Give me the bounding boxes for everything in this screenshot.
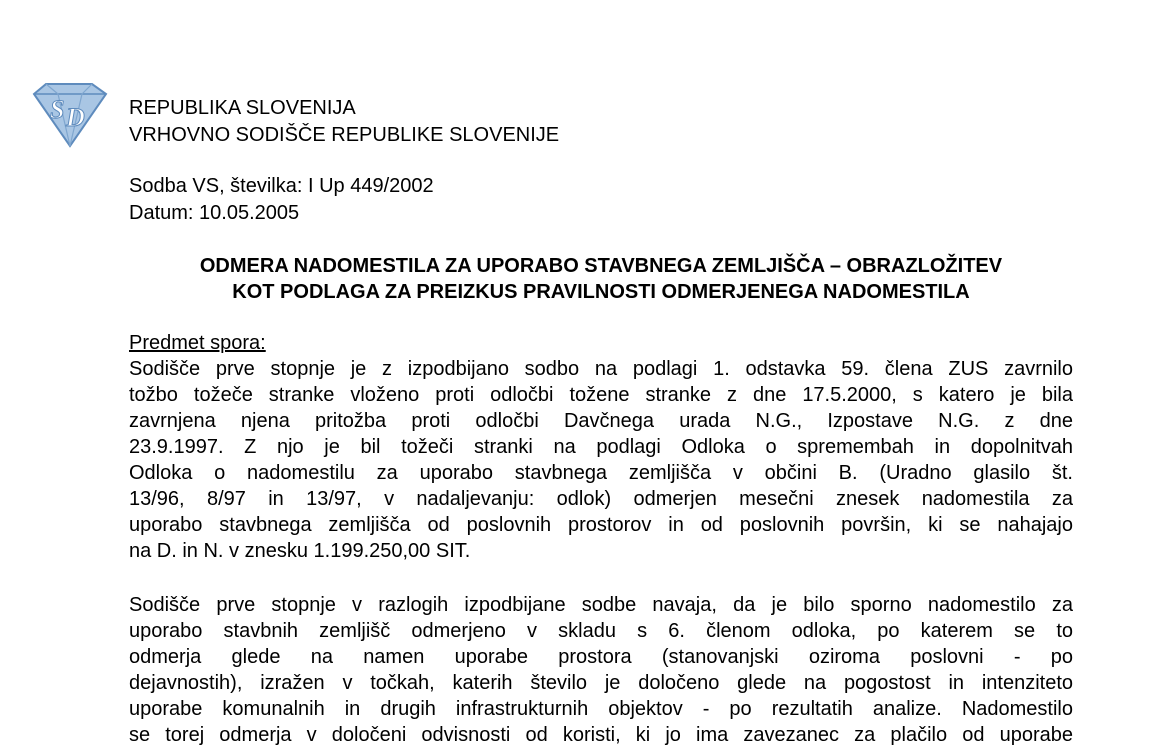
paragraph-line: 13/96, 8/97 in 13/97, v nadaljevanju: odlok) odmerjen mesečni znesek nadomestila za: [129, 488, 1073, 510]
paragraph-line: Sodišče prve stopnje v razlogih izpodbijane sodbe navaja, da je bilo sporno nadomestilo za: [129, 594, 1073, 616]
title-line-1: ODMERA NADOMESTILA ZA UPORABO STAVBNEGA ZEMLJIŠČA – OBRAZLOŽITEV: [199, 255, 1003, 277]
svg-text:D: D: [66, 103, 85, 132]
paragraph-line: 23.9.1997. Z njo je bil tožeči stranki na podlagi Odloka o spremembah in dopolnitvah: [129, 436, 1073, 458]
paragraph-line: Odloka o nadomestilu za uporabo stavbnega zemljišča v občini B. (Uradno glasilo št.: [129, 462, 1073, 484]
paragraph-line: odmerja glede na namen uporabe prostora (stanovanjski oziroma poslovni - po: [129, 646, 1073, 668]
svg-text:S: S: [50, 95, 65, 124]
case-date: Datum: 10.05.2005: [129, 202, 300, 224]
section-heading: Predmet spora:: [129, 332, 266, 354]
paragraph-line: uporabo stavbnega zemljišča od poslovnih prostorov in od poslovnih površin, ki se nahajajo: [129, 514, 1073, 536]
title-line-2: KOT PODLAGA ZA PREIZKUS PRAVILNOSTI ODMERJENEGA NADOMESTILA: [232, 281, 970, 303]
paragraph-line: Sodišče prve stopnje je z izpodbijano sodbo na podlagi 1. odstavka 59. člena ZUS zavrnilo: [129, 358, 1073, 380]
paragraph-reasoning: [129, 592, 1073, 748]
paragraph-line: se torej odmerja v določeni odvisnosti od koristi, ki jo ima zavezanec za plačilo od uporabe: [129, 724, 1073, 746]
court-header: [129, 95, 559, 149]
court-logo-icon: [28, 80, 110, 148]
document-title: [129, 253, 1073, 305]
paragraph-subject-of-dispute: [129, 356, 1073, 564]
header-court: VRHOVNO SODIŠČE REPUBLIKE SLOVENIJE: [129, 124, 560, 146]
paragraph-line: dejavnostih), izražen v točkah, katerih število je določeno glede na pogostost in intenziteto: [129, 672, 1073, 694]
paragraph-line: na D. in N. v znesku 1.199.250,00 SIT.: [129, 540, 471, 562]
paragraph-line: zavrnjena njena pritožba proti odločbi Davčnega urada N.G., Izpostave N.G. z dne: [129, 410, 1073, 432]
paragraph-line: uporabe komunalnih in drugih infrastrukturnih objektov - po rezultatih analize. Nadomestilo: [129, 698, 1073, 720]
paragraph-line: uporabo stavbnih zemljišč odmerjeno v skladu s 6. členom odloka, po katerem se to: [129, 620, 1073, 642]
header-country: REPUBLIKA SLOVENIJA: [129, 97, 356, 119]
case-number: Sodba VS, številka: I Up 449/2002: [129, 175, 434, 197]
paragraph-line: tožbo tožeče stranke vloženo proti odločbi tožene stranke z dne 17.5.2000, s katero je bila: [129, 384, 1073, 406]
case-meta: [129, 173, 434, 227]
